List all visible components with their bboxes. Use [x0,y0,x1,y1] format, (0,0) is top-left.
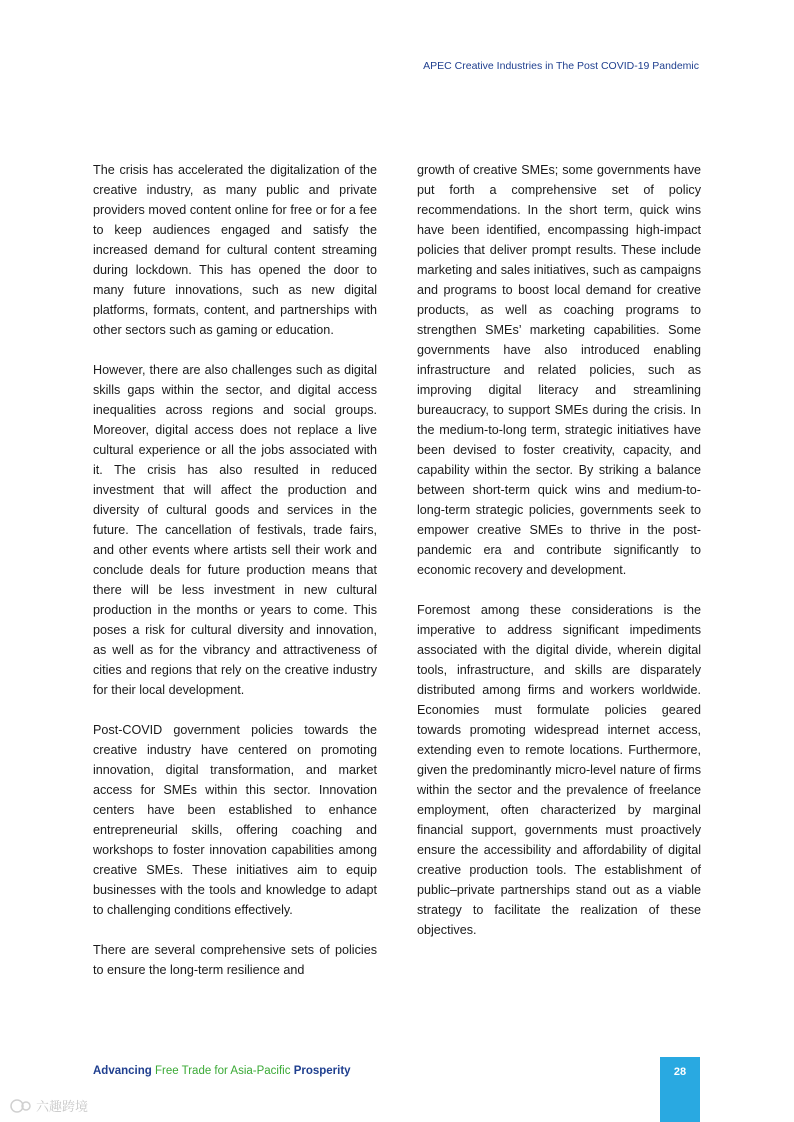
paragraph: The crisis has accelerated the digitalization of the creative industry, as many public and private providers moved content online for free or for a fee to keep audiences engaged and satisfy the increased demand for cultural content streaming during lockdown. This has opened the door to many future innovations, such as new digital platforms, formats, content, and partnerships with other sectors such as gaming or education. [93,163,377,337]
page-number: 28 [660,1057,700,1122]
paragraph: growth of creative SMEs; some governments have put forth a comprehensive set of policy recommendations. In the short term, quick wins have been identified, encompassing high-impact policies that deliver prompt results. These include marketing and sales initiatives, such as campaigns and programs to boost local demand for creative products, as well as coaching programs to strengthen SMEs’ marketing capabilities. Some governments have also introduced enabling infrastructure and related policies, such as improving digital literacy and streamlining bureaucracy, to support SMEs during the crisis. In the medium-to-long term, strategic initiatives have been devised to foster creativity, capacity, and capability within the sector. By striking a balance between short-term quick wins and medium-to-long-term strategic policies, governments seek to empower creative SMEs to thrive in the post-pandemic era and contribute significantly to economic recovery and development. [417,163,701,577]
watermark-text: 六趣跨境 [36,1100,89,1115]
paragraph: However, there are also challenges such as digital skills gaps within the sector, and digital access inequalities across regions and social groups. Moreover, digital access does not replace a live cultural experience or all the jobs associated with it. The crisis has also resulted in reduced investment that will affect the production and diversity of cultural goods and services in the future. The cancellation of festivals, trade fairs, and other events where artists sell their work and conclude deals for future production means that there will be less investment in new cultural production in the months or years to come. This poses a risk for cultural diversity and innovation, as well as for the vibrancy and attractiveness of cities and regions that rely on the creative industry for their local development. [93,363,377,697]
paragraph: There are several comprehensive sets of policies to ensure the long-term resilience and [93,943,377,977]
paragraph: Post-COVID government policies towards the creative industry have centered on promoting innovation, digital transformation, and market access for SMEs within this sector. Innovation centers have been established to enhance entrepreneurial skills, offering coaching and workshops to foster innovation capabilities among creative SMEs. These initiatives aim to equip businesses with the tools and knowledge to adapt to challenging conditions effectively. [93,723,377,917]
watermark-logo [8,1095,108,1117]
tagline-advancing: Advancing [93,1065,155,1077]
tagline-free-trade: Free Trade for Asia-Pacific [154,1065,294,1077]
left-column [93,160,377,980]
footer-tagline [93,1065,351,1077]
paragraph: Foremost among these considerations is the imperative to address significant impediments associated with the digital divide, wherein digital tools, infrastructure, and skills are disparately distributed among firms and workers worldwide. Economies must formulate policies geared towards promoting widespread internet access, extending even to remote locations. Furthermore, given the predominantly micro-level nature of firms within the sector and the prevalence of freelance employment, often characterized by marginal financial support, governments must proactively ensure the accessibility and affordability of digital creative production tools. The establishment of public–private partnerships stand out as a viable strategy to facilitate the realization of these objectives. [417,603,701,937]
right-column [417,160,701,940]
running-header: APEC Creative Industries in The Post COVID-19 Pandemic [423,60,699,72]
tagline-prosperity: Prosperity [293,1065,351,1077]
